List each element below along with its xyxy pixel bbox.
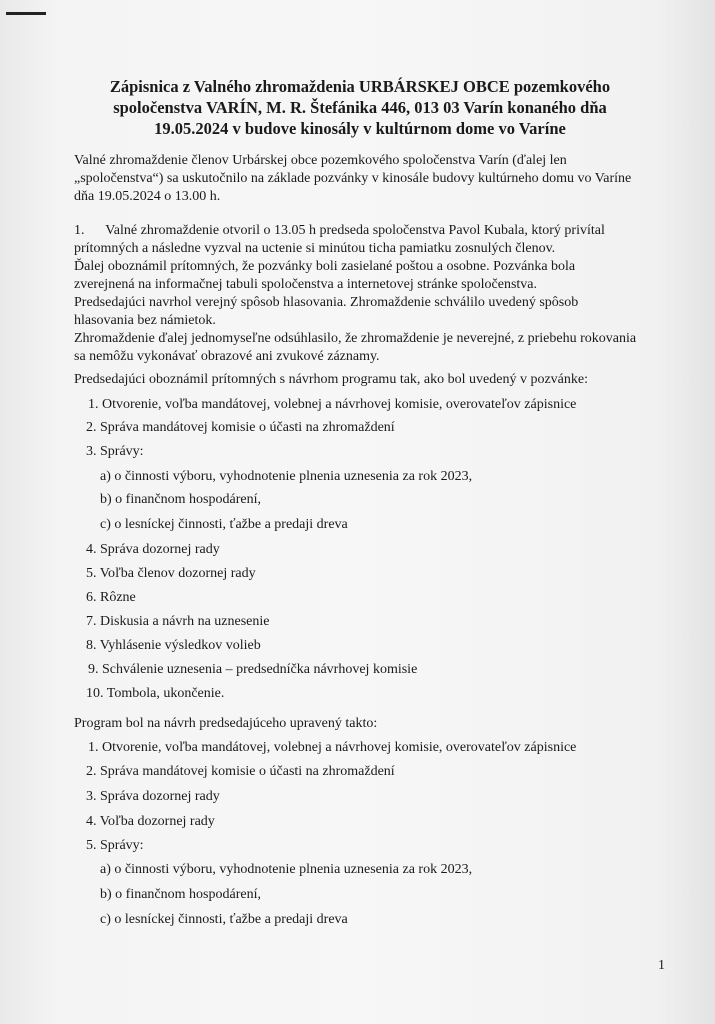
list-item: 2. Správa mandátovej komisie o účasti na zhromaždení bbox=[86, 420, 395, 435]
list-item: 5. Správy: bbox=[86, 838, 144, 853]
intro-line-2: „spoločenstva“) sa uskutočnilo na základe pozvánky v kinosále budovy kultúrneho domu vo Varíne bbox=[74, 171, 632, 186]
list-item: b) o finančnom hospodárení, bbox=[100, 887, 261, 902]
list-item: 2. Správa mandátovej komisie o účasti na zhromaždení bbox=[86, 764, 395, 779]
section-1-line-5: Predsedajúci navrhol verejný spôsob hlasovania. Zhromaždenie schválilo uvedený spôsob bbox=[74, 295, 579, 310]
list-item: 3. Správa dozornej rady bbox=[86, 789, 220, 804]
intro-paragraph bbox=[74, 152, 670, 206]
list-item: 10. Tombola, ukončenie. bbox=[86, 686, 225, 701]
list-item: 3. Správy: bbox=[86, 444, 144, 459]
list-item: c) o lesníckej činnosti, ťažbe a predaji dreva bbox=[100, 517, 348, 532]
section-1-line-4: zverejnená na informačnej tabuli spoločenstva a internetovej stránke spoločenstva. bbox=[74, 277, 537, 292]
list-item: 7. Diskusia a návrh na uznesenie bbox=[86, 614, 270, 629]
document-title bbox=[60, 76, 660, 139]
list-item: b) o finančnom hospodárení, bbox=[100, 492, 261, 507]
list-item: 1. Otvorenie, voľba mandátovej, volebnej a návrhovej komisie, overovateľov zápisnice bbox=[88, 397, 577, 412]
list-item: 8. Vyhlásenie výsledkov volieb bbox=[86, 638, 261, 653]
intro-line-3: dňa 19.05.2024 o 13.00 h. bbox=[74, 189, 221, 204]
section-1-line-1: 1. Valné zhromaždenie otvoril o 13.05 h predseda spoločenstva Pavol Kubala, ktorý privítal bbox=[74, 223, 605, 238]
list-item: c) o lesníckej činnosti, ťažbe a predaji dreva bbox=[100, 912, 348, 927]
top-edge-mark bbox=[6, 12, 46, 15]
list-item: a) o činnosti výboru, vyhodnotenie plnenia uznesenia za rok 2023, bbox=[100, 862, 473, 877]
section-1-line-2: prítomných a následne vyzval na uctenie si minútou ticha pamiatku zosnulých členov. bbox=[74, 241, 556, 256]
intro-line-1: Valné zhromaždenie členov Urbárskej obce pozemkového spoločenstva Varín (ďalej len bbox=[74, 153, 567, 168]
title-line-1: Zápisnica z Valného zhromaždenia URBÁRSKEJ OBCE pozemkového bbox=[109, 77, 611, 96]
modified-program-lead: Program bol na návrh predsedajúceho upravený takto: bbox=[74, 716, 378, 731]
list-item: 6. Rôzne bbox=[86, 590, 136, 605]
list-item: 9. Schválenie uznesenia – predsedníčka návrhovej komisie bbox=[88, 662, 418, 677]
list-item: 4. Správa dozornej rady bbox=[86, 542, 220, 557]
program-lead: Predsedajúci oboznámil prítomných s návrhom programu tak, ako bol uvedený v pozvánke: bbox=[74, 372, 588, 387]
list-item: 4. Voľba dozornej rady bbox=[86, 814, 215, 829]
list-item: 1. Otvorenie, voľba mandátovej, volebnej a návrhovej komisie, overovateľov zápisnice bbox=[88, 740, 577, 755]
title-line-3: 19.05.2024 v budove kinosály v kultúrnom dome vo Varíne bbox=[154, 119, 566, 138]
section-1-line-6: hlasovania bez námietok. bbox=[74, 313, 216, 328]
title-line-2: spoločenstva VARÍN, M. R. Štefánika 446, 013 03 Varín konaného dňa bbox=[113, 98, 607, 117]
list-item: a) o činnosti výboru, vyhodnotenie plnenia uznesenia za rok 2023, bbox=[100, 469, 473, 484]
section-1-line-3: Ďalej oboznámil prítomných, že pozvánky boli zasielané poštou a osobne. Pozvánka bola bbox=[74, 259, 576, 274]
list-item: 5. Voľba členov dozornej rady bbox=[86, 566, 256, 581]
section-1-line-7: Zhromaždenie ďalej jednomyseľne odsúhlasilo, že zhromaždenie je neverejné, z priebehu rokovania bbox=[74, 331, 637, 346]
section-1-line-8: sa nemôžu vykonávať obrazové ani zvukové záznamy. bbox=[74, 349, 380, 364]
page-number: 1 bbox=[658, 958, 665, 973]
section-1 bbox=[74, 222, 670, 366]
